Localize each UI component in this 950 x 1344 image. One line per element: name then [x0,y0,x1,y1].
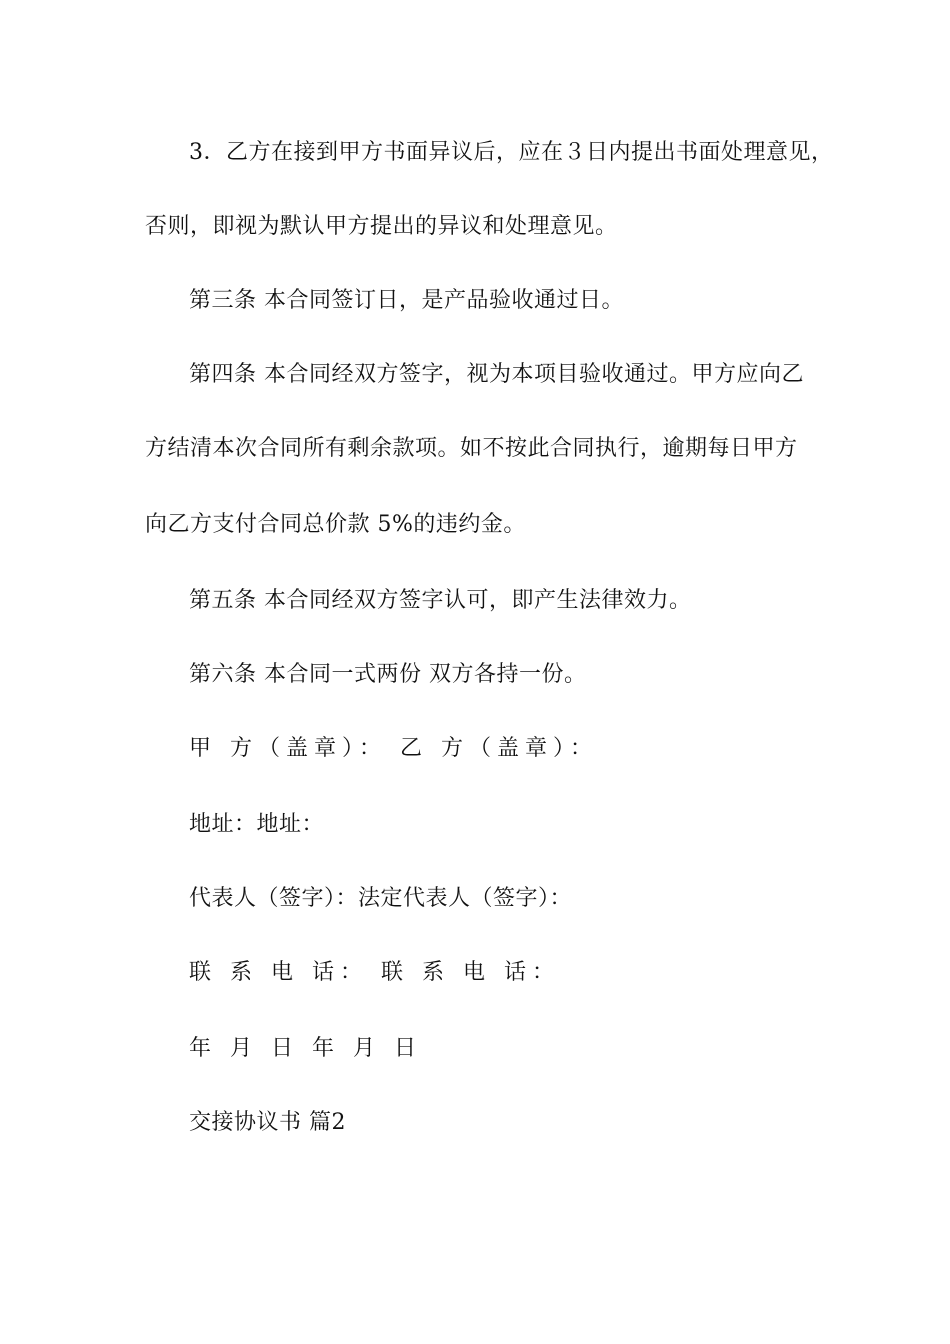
seal-line: 甲 方（盖章）： 乙 方（盖章）： [189,736,598,761]
phone-line: 联 系 电 话： 联 系 电 话： [189,960,560,985]
article-3: 第三条 本合同签订日，是产品验收通过日。 [189,288,624,313]
representative-line: 代表人（签字）：法定代表人（签字）： [189,886,573,911]
article-6: 第六条 本合同一式两份 双方各持一份。 [189,662,587,687]
article-4-line-1: 第四条 本合同经双方签字，视为本项目验收通过。甲方应向乙 [189,362,804,387]
clause-3-line-2: 否则，即视为默认甲方提出的异议和处理意见。 [145,214,618,239]
clause-3-line-1: 3．乙方在接到甲方书面异议后，应在３日内提出书面处理意见， [189,140,834,165]
article-5: 第五条 本合同经双方签字认可，即产生法律效力。 [189,588,692,613]
article-4-line-3: 向乙方支付合同总价款 5%的违约金。 [145,512,526,537]
section-heading: 交接协议书 篇2 [189,1110,346,1135]
date-line: 年 月 日 年 月 日 [189,1036,422,1061]
address-line: 地址：地址： [189,812,325,837]
article-4-line-2: 方结清本次合同所有剩余款项。如不按此合同执行，逾期每日甲方 [145,436,798,461]
